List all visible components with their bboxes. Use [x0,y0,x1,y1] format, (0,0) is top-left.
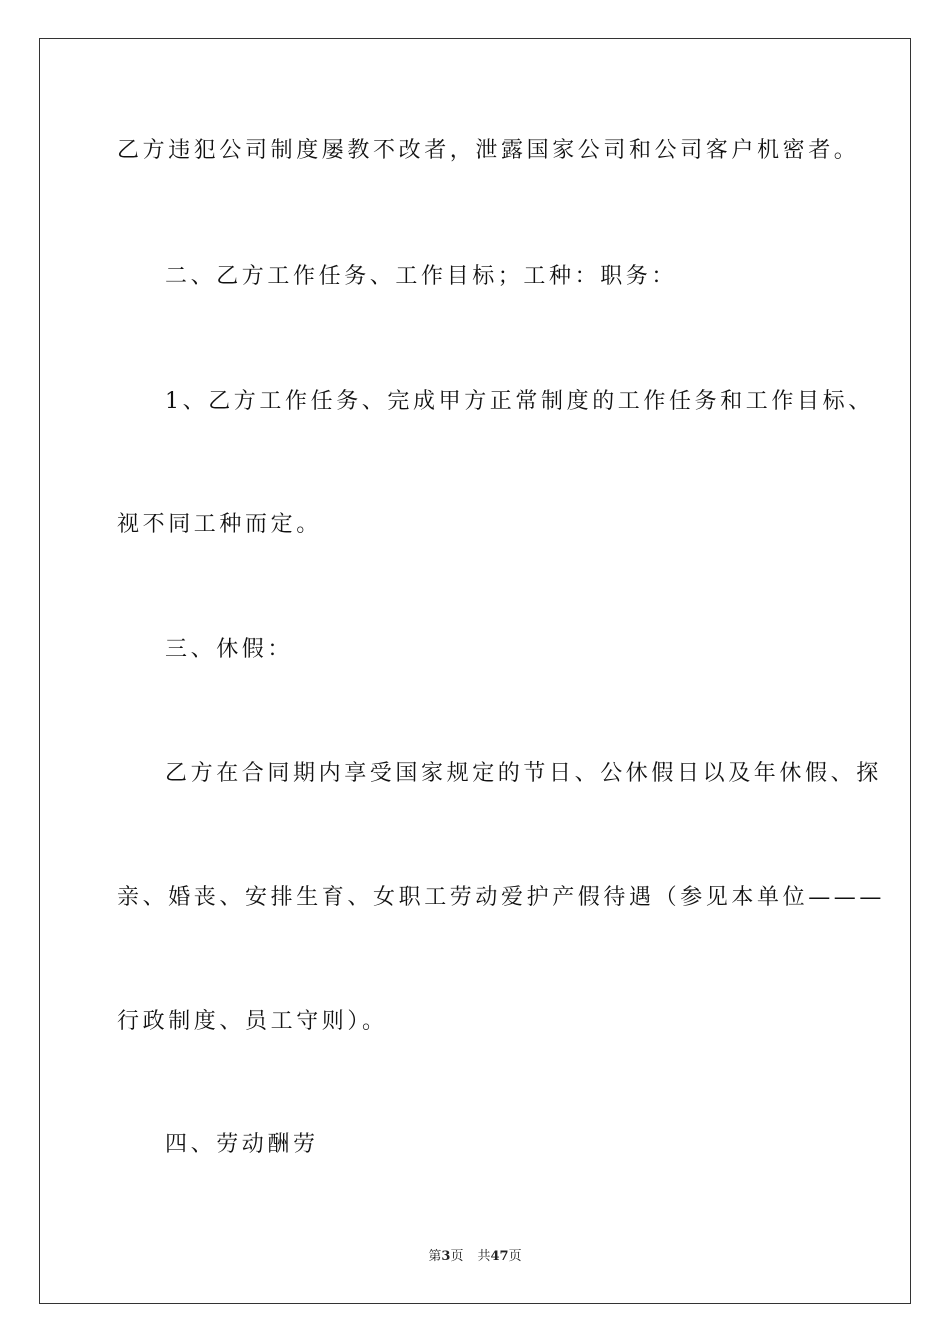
footer-total-suffix: 页 [508,1249,522,1264]
body-line-4: 视不同工种而定。 [117,512,322,537]
body-line-6: 乙方在合同期内享受国家规定的节日、公休假日以及年休假、探 [165,761,882,786]
footer-page-number: 3 [441,1249,451,1264]
body-line-8: 行政制度、员工守则）。 [117,1009,388,1034]
body-line-1: 乙方违犯公司制度屡教不改者，泄露国家公司和公司客户机密者。 [117,138,860,163]
section-heading-2: 二、乙方工作任务、工作目标；工种：职务： [165,264,678,289]
page-footer [0,1248,950,1266]
page-border [39,38,911,1304]
body-line-3: 1、乙方工作任务、完成甲方正常制度的工作任务和工作目标、 [165,389,874,414]
section-heading-3: 三、休假： [165,637,294,662]
section-heading-4: 四、劳动酬劳 [165,1132,319,1157]
footer-page-prefix: 第 [428,1249,442,1264]
footer-total-prefix: 共 [477,1249,491,1264]
footer-total-pages: 47 [490,1249,509,1264]
footer-page-suffix: 页 [450,1249,464,1264]
body-line-7: 亲、婚丧、安排生育、女职工劳动爱护产假待遇（参见本单位——— [117,885,886,910]
